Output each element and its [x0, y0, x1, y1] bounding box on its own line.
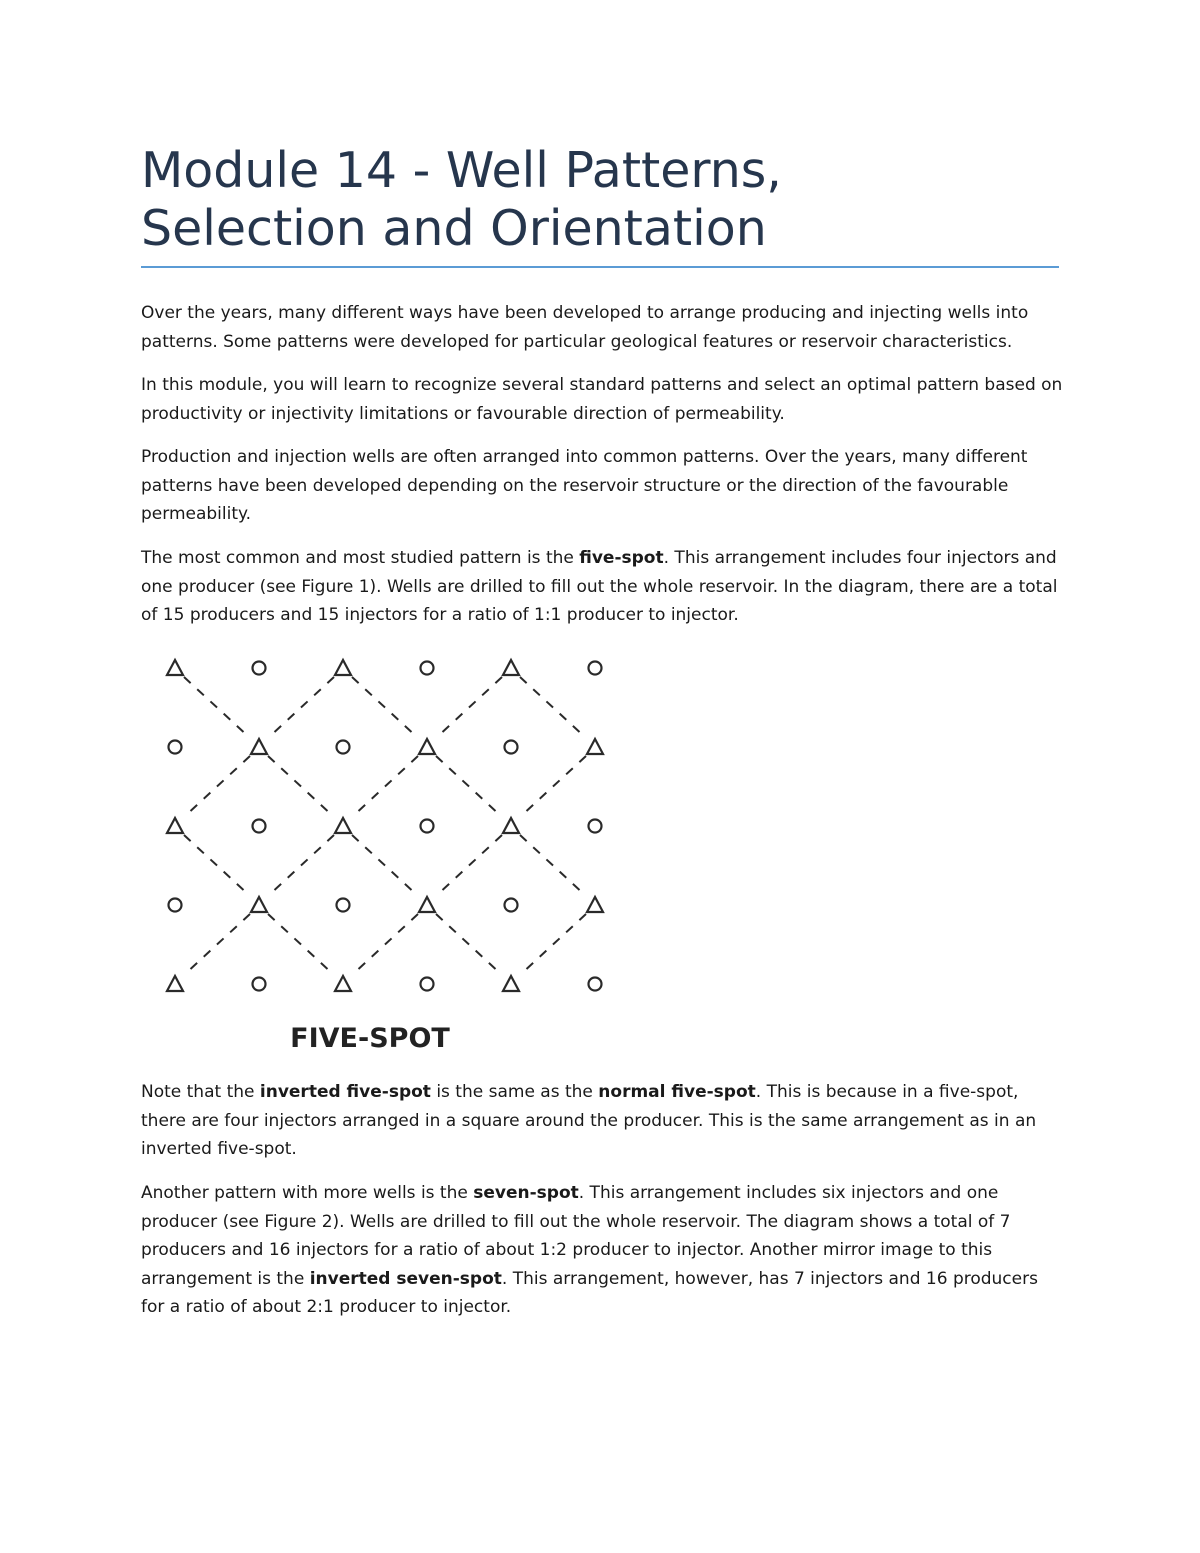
injector-triangle-icon [167, 818, 183, 833]
figure-caption: FIVE-SPOT [290, 1023, 450, 1054]
dashed-connector-line [268, 677, 334, 738]
dashed-connector-line [268, 756, 334, 817]
dashed-connector-line [268, 914, 334, 975]
dashed-connector-line [184, 835, 250, 896]
dashed-connector-line [184, 756, 250, 817]
producer-circle-icon [253, 978, 266, 991]
producer-circle-icon [253, 820, 266, 833]
dashed-connector-line [520, 677, 586, 738]
injector-triangle-icon [335, 818, 351, 833]
dashed-connector-line [352, 835, 418, 896]
injector-triangle-icon [167, 976, 183, 991]
injector-triangle-icon [335, 660, 351, 675]
injector-triangle-icon [419, 739, 435, 754]
bold-term-inverted-seven-spot: inverted seven-spot [309, 1268, 502, 1289]
dashed-connector-line [436, 756, 502, 817]
title-line-1: Module 14 - Well Patterns, [141, 142, 782, 199]
dashed-connector-line [520, 914, 586, 975]
dashed-connector-line [520, 756, 586, 817]
dashed-connector-line [352, 756, 418, 817]
text-run: . This arrangement, however, has 7 injectors and 16 producers for a ratio of about 2:1 producer to injector. [141, 1268, 1038, 1317]
text-run: Note that the [141, 1082, 260, 1102]
injector-triangle-icon [251, 739, 267, 754]
producer-circle-icon [253, 662, 266, 675]
injector-triangle-icon [503, 976, 519, 991]
producer-circle-icon [337, 899, 350, 912]
title-line-2: Selection and Orientation [141, 200, 767, 257]
dashed-pattern-lines [184, 677, 586, 975]
dashed-connector-line [352, 914, 418, 975]
producer-circle-icon [421, 978, 434, 991]
injector-triangle-icon [587, 897, 603, 912]
dashed-connector-line [520, 835, 586, 896]
injector-triangle-icon [503, 660, 519, 675]
page-title [141, 142, 1061, 258]
injector-triangle-icon [419, 897, 435, 912]
dashed-connector-line [436, 835, 502, 896]
bold-term-seven-spot: seven-spot [473, 1183, 579, 1203]
text-run: Another pattern with more wells is the [141, 1183, 474, 1203]
figure-five-spot [150, 640, 630, 1065]
well-symbols [167, 660, 603, 991]
paragraph-common-patterns: Production and injection wells are often arranged into common patterns. Over the years, many different patterns have been developed depending on the reservoir structure or the direction of the favourable permeability. [141, 447, 1028, 524]
producer-circle-icon [337, 741, 350, 754]
dashed-connector-line [436, 677, 502, 738]
dashed-connector-line [184, 677, 250, 738]
dashed-connector-line [268, 835, 334, 896]
five-spot-diagram [150, 640, 630, 1065]
injector-triangle-icon [251, 897, 267, 912]
text-run: is the same as the [430, 1082, 599, 1102]
paragraph-inverted-five-spot [141, 1078, 1066, 1164]
dashed-connector-line [352, 677, 418, 738]
producer-circle-icon [169, 899, 182, 912]
dashed-connector-line [184, 914, 250, 975]
bold-term-normal-five-spot: normal five-spot [598, 1082, 756, 1102]
text-run: . This arrangement includes four injectors and one producer (see Figure 1). Wells are drilled to fill out the whole reservoir. In the diagram, there are a total of 15 producers and 15 injectors for a ratio of 1:1 producer to injector. [141, 548, 1058, 625]
injector-triangle-icon [167, 660, 183, 675]
producer-circle-icon [589, 820, 602, 833]
paragraph-seven-spot [141, 1179, 1066, 1322]
text-run: . This is because in a five-spot, there are four injectors arranged in a square around the producer. This is the same arrangement as in an inverted five-spot. [141, 1082, 1037, 1159]
producer-circle-icon [169, 741, 182, 754]
injector-triangle-icon [587, 739, 603, 754]
text-run: . This arrangement includes six injectors and one producer (see Figure 2). Wells are drilled to fill out the whole reservoir. The diagram shows a total of 7 producers and 16 injectors for a ratio of about 1:2 producer to injector. Another mirror image to this arrangement is the [141, 1183, 1011, 1289]
producer-circle-icon [505, 741, 518, 754]
text-run: The most common and most studied pattern is the [141, 548, 580, 568]
paragraph-five-spot [141, 544, 1066, 630]
bold-term-five-spot: five-spot [579, 548, 664, 568]
producer-circle-icon [505, 899, 518, 912]
injector-triangle-icon [503, 818, 519, 833]
bold-term-inverted-five-spot: inverted five-spot [259, 1082, 431, 1102]
paragraph-intro: Over the years, many different ways have been developed to arrange producing and injecting wells into patterns. Some patterns were developed for particular geological features or reservoir characteristics. [141, 303, 1029, 352]
dashed-connector-line [436, 914, 502, 975]
paragraph-module-goal: In this module, you will learn to recognize several standard patterns and select an optimal pattern based on productivity or injectivity limitations or favourable direction of permeability. [141, 375, 1063, 424]
producer-circle-icon [421, 662, 434, 675]
producer-circle-icon [589, 978, 602, 991]
title-underline [141, 266, 1059, 268]
injector-triangle-icon [335, 976, 351, 991]
producer-circle-icon [421, 820, 434, 833]
producer-circle-icon [589, 662, 602, 675]
